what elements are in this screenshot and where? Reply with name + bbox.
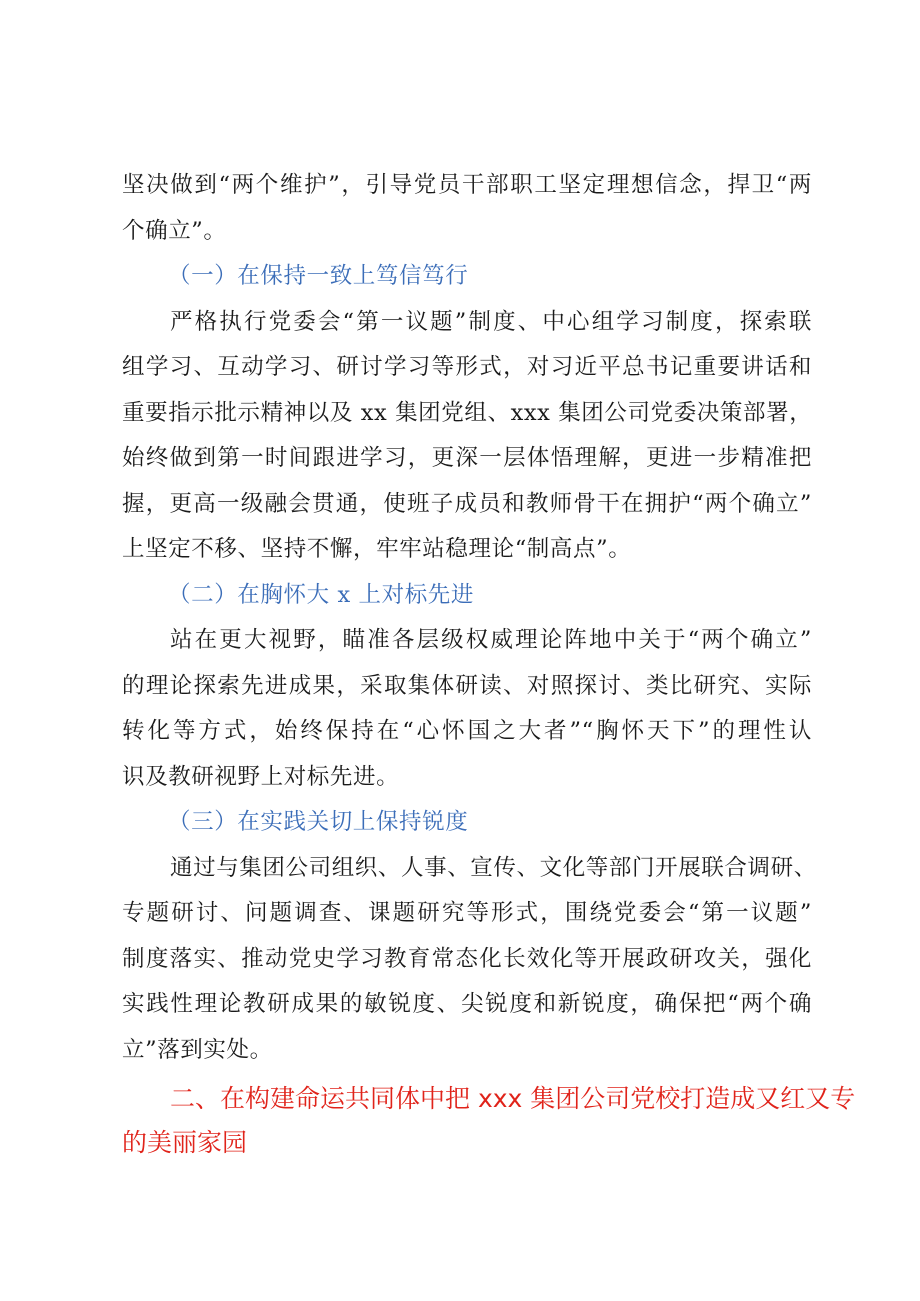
text-line: 个确立”。 xyxy=(122,217,227,244)
text-line: 严格执行党委会“第一议题”制度、中心组学习制度，探索联 xyxy=(170,308,812,335)
paragraph-intro xyxy=(122,163,812,254)
text-line: 专题研讨、问题调查、课题研究等形式，围绕党委会“第一议题” xyxy=(122,900,812,926)
text-line: 始终做到第一时间跟进学习，更深一层体悟理解，更进一步精准把 xyxy=(122,445,812,471)
text-line: 的理论探索先进成果，采取集体研读、对照探讨、类比研究、实际 xyxy=(122,672,812,699)
text-line: 重要指示批示精神以及 xx 集团党组、xxx 集团公司党委决策部署， xyxy=(122,399,813,426)
paragraph-3 xyxy=(122,846,817,1074)
text-line: 识及教研视野上对标先进。 xyxy=(122,763,400,790)
paragraph-2 xyxy=(122,618,812,800)
subheading-3: （三）在实践关切上保持锐度 xyxy=(168,809,469,835)
text-line: 实践性理论教研成果的敏锐度、尖锐度和新锐度，确保把“两个确 xyxy=(122,991,812,1017)
document-body xyxy=(122,163,856,1165)
text-line: 组学习、互动学习、研讨学习等形式，对习近平总书记重要讲话和 xyxy=(122,354,812,380)
text-line: 通过与集团公司组织、人事、宣传、文化等部门开展联合调研、 xyxy=(170,854,817,881)
section-heading-2 xyxy=(122,1077,856,1165)
text-line: 站在更大视野，瞄准各层级权威理论阵地中关于“两个确立” xyxy=(170,627,812,653)
text-line: 制度落实、推动党史学习教育常态化长效化等开展政研攻关，强化 xyxy=(122,945,812,972)
subheading-2: （二）在胸怀大 x 上对标先进 xyxy=(168,581,474,608)
section-heading-line: 的美丽家园 xyxy=(122,1128,248,1157)
text-line: 立”落到实处。 xyxy=(122,1036,273,1063)
text-line: 上坚定不移、坚持不懈，牢牢站稳理论“制高点”。 xyxy=(122,536,632,562)
text-line: 转化等方式，始终保持在“心怀国之大者”“胸怀天下”的理性认 xyxy=(122,718,812,744)
text-line: 坚决做到“两个维护”，引导党员干部职工坚定理想信念，捍卫“两 xyxy=(122,172,812,198)
subheading-1: （一）在保持一致上笃信笃行 xyxy=(168,263,469,289)
paragraph-1 xyxy=(122,300,812,573)
section-heading-line: 二、在构建命运共同体中把 xxx 集团公司党校打造成又红又专 xyxy=(170,1084,856,1113)
text-line: 握，更高一级融会贯通，使班子成员和教师骨干在拥护“两个确立” xyxy=(122,490,812,517)
